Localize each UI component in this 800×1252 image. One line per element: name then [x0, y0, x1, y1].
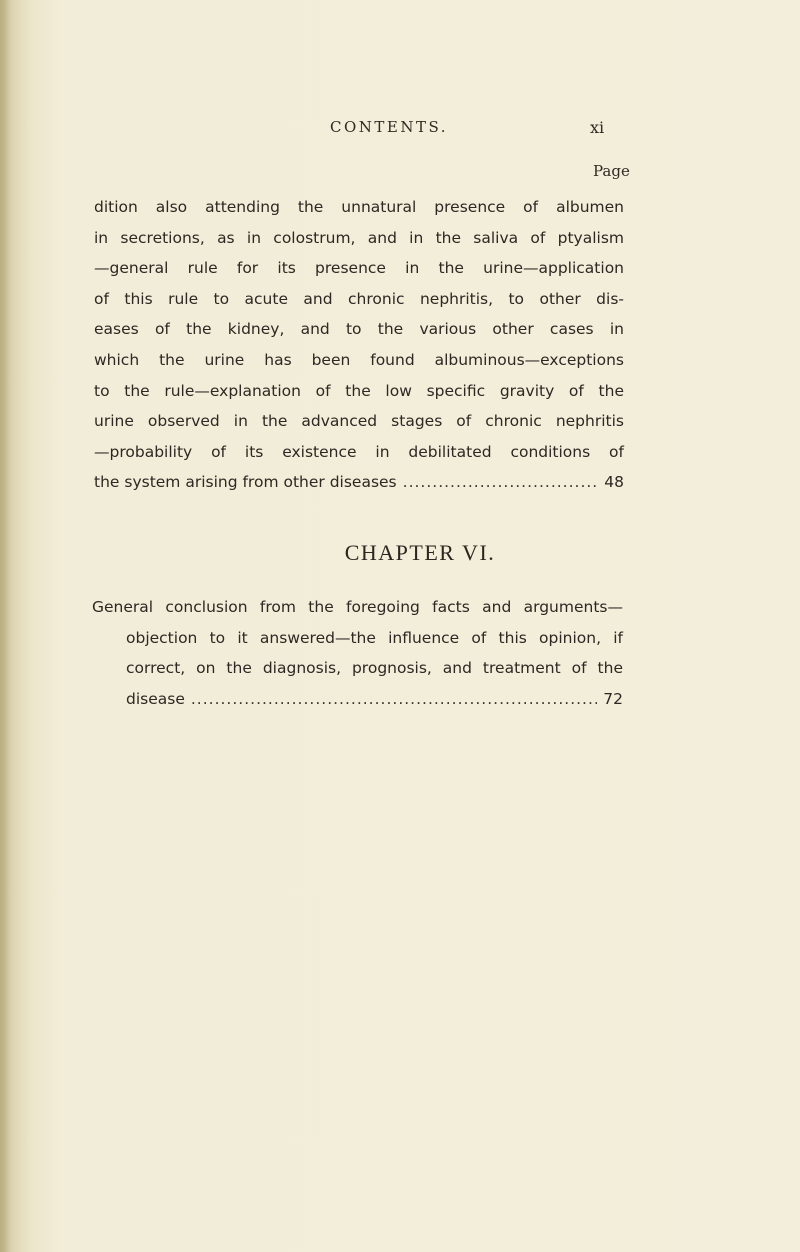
entry-line-text: the system arising from other diseases: [94, 473, 397, 492]
dot-leader: [191, 684, 597, 715]
contents-entry-continued: [94, 192, 624, 498]
dot-leader: [403, 467, 599, 498]
entry-line: urine observed in the advanced stages of chronic nephritis: [94, 412, 624, 431]
entry-last-line: [92, 684, 623, 715]
entry-line: which the urine has been found albuminous—exceptions: [94, 350, 624, 369]
entry-line: of this rule to acute and chronic nephritis, to other dis-: [94, 289, 624, 308]
entry-page-number: 48: [604, 473, 624, 492]
entry-line: eases of the kidney, and to the various other cases in: [94, 320, 624, 339]
gutter-shadow: [0, 0, 10, 1252]
page-number: xi: [590, 118, 605, 137]
running-head: [0, 118, 800, 142]
chapter-heading: CHAPTER VI.: [344, 540, 496, 565]
running-title: CONTENTS.: [330, 118, 448, 136]
entry-line: in secretions, as in colostrum, and in the saliva of ptyalism: [94, 228, 624, 247]
contents-entry-chapter-vi: [92, 592, 623, 714]
entry-line: correct, on the diagnosis, prognosis, and treatment of the: [126, 659, 623, 678]
entry-page-number: 72: [603, 689, 623, 708]
entry-line: General conclusion from the foregoing facts and arguments—: [92, 598, 623, 616]
entry-line: —general rule for its presence in the urine—application: [94, 259, 624, 278]
entry-line: —probability of its existence in debilitated conditions of: [94, 442, 624, 461]
page-column-label: Page: [593, 162, 630, 180]
entry-last-line: [94, 467, 624, 498]
entry-line: objection to it answered—the influence of this opinion, if: [126, 628, 623, 647]
entry-line: to the rule—explanation of the low specific gravity of the: [94, 381, 624, 400]
entry-line-text: disease: [126, 689, 185, 708]
entry-line: dition also attending the unnatural presence of albumen: [94, 198, 624, 216]
